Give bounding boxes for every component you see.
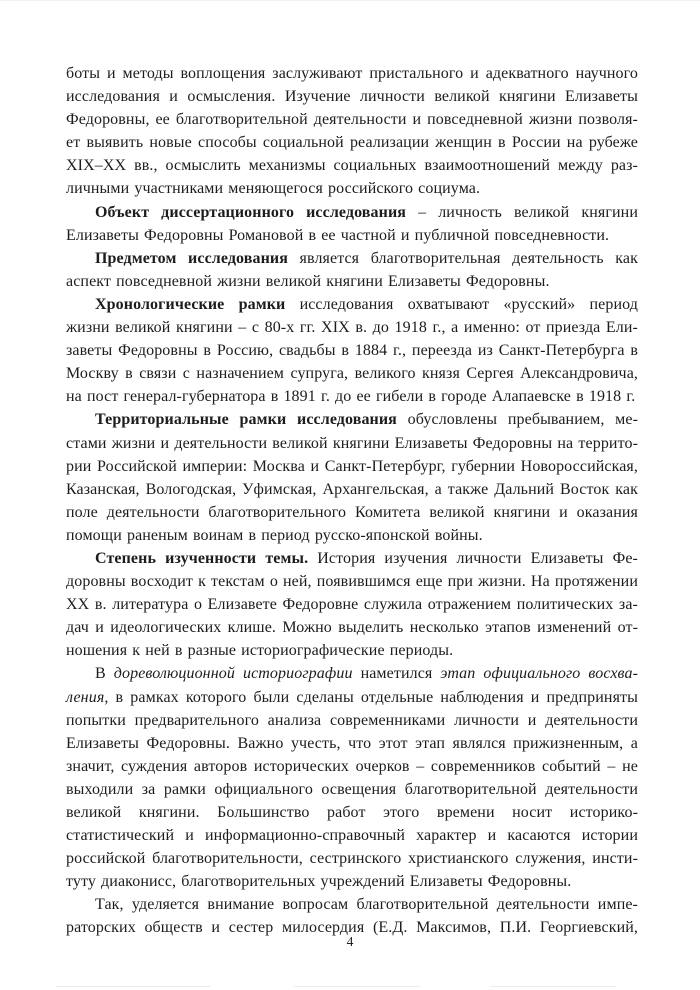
bold-text-segment: Объект диссертационного исследования — [95, 203, 407, 221]
text-line — [66, 177, 638, 200]
text-segment: личными участниками меняющегося российского социума. — [66, 180, 481, 198]
text-segment: исследования и осмысления. Изучение личности великой княгини Елизаветы — [66, 88, 638, 106]
text-segment: Федоровны, ее благотворительной деятельности и повседневной жизни позволя- — [66, 111, 638, 129]
text-segment: Елизаветы Федоровны Романовой в ее частной и публичной повседневности. — [66, 226, 610, 244]
text-line — [66, 709, 638, 732]
text-segment: попытки предварительного анализа современниками личности и деятельности — [66, 711, 638, 729]
bold-text-segment: Территориальные рамки исследования — [95, 411, 397, 429]
text-line — [66, 85, 638, 108]
text-block — [66, 62, 638, 940]
italic-text-segment: дореволюционной историографии — [113, 665, 353, 683]
text-line — [66, 501, 638, 524]
text-segment: является благотворительная деятельность как — [287, 249, 638, 267]
text-segment: боты и методы воплощения заслуживают пристального и адекватного научного — [66, 65, 638, 82]
text-segment: , в рамках которого были сделаны отдельные наблюдения и предприняты — [104, 688, 638, 706]
text-segment: раторских обществ и сестер милосердия (Е.Д. Максимов, П.И. Георгиевский, — [66, 919, 638, 937]
text-line — [66, 662, 638, 685]
text-segment: исследования охватывают «русский» период — [285, 295, 638, 313]
text-segment: туту диаконисс, благотворительных учреждений Елизаветы Федоровны. — [66, 873, 572, 891]
text-segment: статистический и информационно-справочный характер и касаются истории — [66, 827, 638, 845]
italic-text-segment: ления — [66, 688, 105, 706]
text-line — [66, 224, 638, 247]
text-segment: Москву в связи с назначением супруга, великого князя Сергея Александровича, — [66, 365, 638, 383]
text-line — [66, 385, 638, 408]
text-line — [66, 339, 638, 362]
text-line — [66, 108, 638, 131]
text-segment: ношения к ней в разные историографические периоды. — [66, 642, 454, 660]
text-segment: российской благотворительности, сестринского христианского служения, инсти- — [66, 850, 638, 868]
text-line — [66, 732, 638, 755]
text-segment: Так, уделяется внимание вопросам благотворительной деятельности импе- — [95, 896, 638, 914]
text-line — [66, 247, 638, 270]
text-segment: выходили за рамки официального освещения благотворительной деятельности — [66, 780, 638, 798]
text-segment: на пост генерал-губернатора в 1891 г. до ее гибели в городе Алапаевске в 1918 г. — [66, 388, 636, 406]
text-segment: жизни великой княгини – с 80-х гг. XIX в. до 1918 г., а именно: от приезда Ели- — [66, 319, 638, 337]
text-segment: стами жизни и деятельности великой княгини Елизаветы Федоровны на террито- — [66, 434, 638, 452]
page-number: 4 — [346, 934, 354, 949]
text-line — [66, 154, 638, 177]
text-line — [66, 547, 638, 570]
text-segment: наметился — [352, 665, 441, 683]
text-segment: Елизаветы Федоровны. Важно учесть, что этот этап являлся прижизненным, а — [66, 734, 638, 752]
text-line — [66, 639, 638, 662]
text-segment: История изучения личности Елизаветы Фе- — [308, 549, 638, 567]
text-segment: В — [95, 665, 114, 683]
text-line — [66, 893, 638, 916]
text-line — [66, 801, 638, 824]
text-line — [66, 201, 638, 224]
text-segment: обусловлены пребыванием, ме- — [396, 411, 638, 429]
text-segment: значит, суждения авторов исторических очерков – современников событий – не — [66, 757, 638, 775]
text-segment: XIX–XX вв., осмыслить механизмы социальных взаимоотношений между раз- — [66, 157, 638, 175]
text-line — [66, 570, 638, 593]
text-segment: помощи раненым воинам в период русско-японской войны. — [66, 526, 483, 544]
bold-text-segment: Предметом исследования — [95, 249, 288, 267]
text-line — [66, 824, 638, 847]
text-segment: Казанская, Вологодская, Уфимская, Архангельская, а также Дальний Восток как — [66, 480, 638, 498]
text-segment: дач и идеологических клише. Можно выделить несколько этапов изменений от- — [66, 619, 638, 637]
text-segment: поле деятельности благотворительного Комитета великой княгини и оказания — [66, 503, 638, 521]
text-line — [66, 362, 638, 385]
text-line — [66, 293, 638, 316]
text-segment: великой княгини. Большинство работ этого времени носит историко- — [66, 804, 638, 821]
text-line — [66, 408, 638, 431]
text-segment: заветы Федоровны в Россию, свадьбы в 1884 г., переезда из Санкт-Петербурга в — [66, 342, 638, 360]
text-line — [66, 686, 638, 709]
text-line — [66, 870, 638, 893]
text-line — [66, 270, 638, 293]
text-segment: аспект повседневной жизни великой княгини Елизаветы Федоровны. — [66, 272, 550, 290]
text-segment: доровны восходит к текстам о ней, появившимся еще при жизни. На протяжении — [66, 573, 639, 591]
text-line — [66, 62, 638, 85]
text-line — [66, 755, 638, 778]
text-line — [66, 616, 638, 639]
text-line — [66, 478, 638, 501]
text-line — [66, 524, 638, 547]
text-segment: рии Российской империи: Москва и Санкт-Петербург, губернии Новороссийская, — [66, 457, 638, 475]
text-line — [66, 593, 638, 616]
text-line — [66, 316, 638, 339]
text-line — [66, 778, 638, 801]
text-line — [66, 131, 638, 154]
text-line — [66, 455, 638, 478]
bold-text-segment: Степень изученности темы. — [95, 549, 309, 567]
text-segment: XX в. литература о Елизавете Федоровне служила отражением политических за- — [66, 596, 638, 614]
text-segment: ет выявить новые способы социальной реализации женщин в России на рубеже — [66, 134, 638, 152]
bold-text-segment: Хронологические рамки — [95, 295, 286, 313]
text-line — [66, 432, 638, 455]
text-line — [66, 847, 638, 870]
italic-text-segment: этап официального восхва- — [440, 665, 639, 683]
text-segment: – личность великой княгини — [406, 203, 638, 221]
